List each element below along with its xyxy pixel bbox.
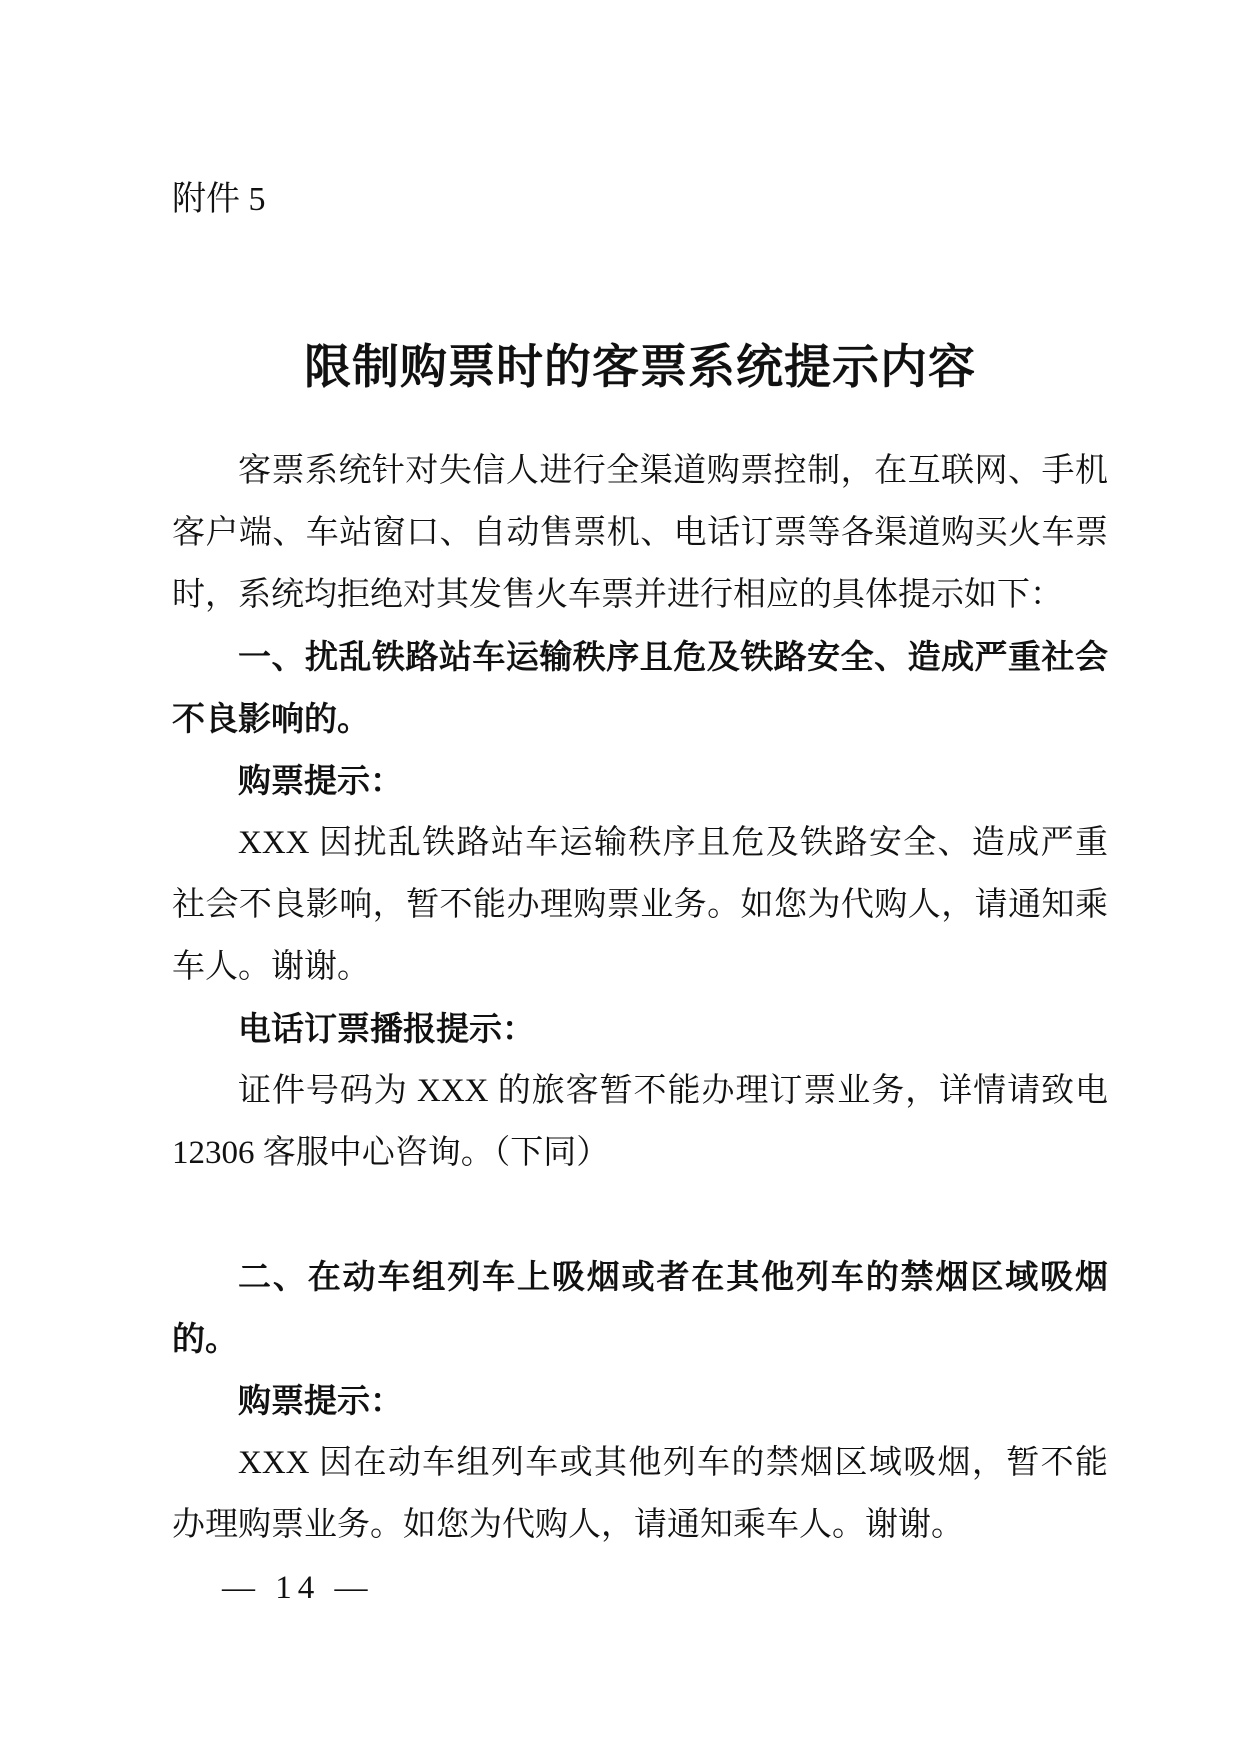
text-line: 的。 — [172, 1320, 238, 1357]
section-heading — [172, 626, 1108, 750]
text-line: 证件号码为 XXX 的旅客暂不能办理订票业务，详情请致电 — [238, 1073, 1108, 1109]
document-title: 限制购票时的客票系统提示内容 — [304, 342, 976, 394]
text-line: 客票系统针对失信人进行全渠道购票控制，在互联网、手机 — [238, 453, 1108, 489]
text-line: 不良影响的。 — [172, 700, 370, 737]
document-content — [172, 0, 1108, 1556]
paragraph — [172, 1432, 1108, 1556]
text-line: XXX 因扰乱铁路站车运输秩序且危及铁路安全、造成严重 — [238, 825, 1108, 861]
text-line: 一、扰乱铁路站车运输秩序且危及铁路安全、造成严重社会 — [238, 638, 1108, 675]
document-blocks — [172, 440, 1108, 1556]
hint-label — [172, 1370, 1108, 1432]
text-line: 客户端、车站窗口、自动售票机、电话订票等各渠道购买火车票 — [172, 515, 1108, 551]
footer-page-number: — 14 — — [222, 1570, 374, 1606]
attachment-label: 附件 5 — [172, 181, 266, 218]
text-line: 车人。谢谢。 — [172, 949, 370, 985]
text-line: 社会不良影响，暂不能办理购票业务。如您为代购人，请通知乘 — [172, 887, 1108, 923]
hint-label — [172, 998, 1108, 1060]
blank-line — [172, 1184, 1108, 1246]
paragraph — [172, 812, 1108, 998]
text-line: 12306 客服中心咨询。（下同） — [172, 1135, 610, 1171]
text-line: 购票提示： — [238, 762, 403, 799]
hint-label — [172, 750, 1108, 812]
text-line: 办理购票业务。如您为代购人，请通知乘车人。谢谢。 — [172, 1507, 964, 1543]
text-line: 购票提示： — [238, 1382, 403, 1419]
paragraph — [172, 1060, 1108, 1184]
paragraph — [172, 440, 1108, 626]
text-line: 二、在动车组列车上吸烟或者在其他列车的禁烟区域吸烟 — [238, 1258, 1108, 1295]
text-line: XXX 因在动车组列车或其他列车的禁烟区域吸烟，暂不能 — [238, 1445, 1108, 1481]
text-line: 时，系统均拒绝对其发售火车票并进行相应的具体提示如下： — [172, 577, 1063, 613]
section-heading — [172, 1246, 1108, 1370]
text-line: 电话订票播报提示： — [238, 1010, 535, 1047]
